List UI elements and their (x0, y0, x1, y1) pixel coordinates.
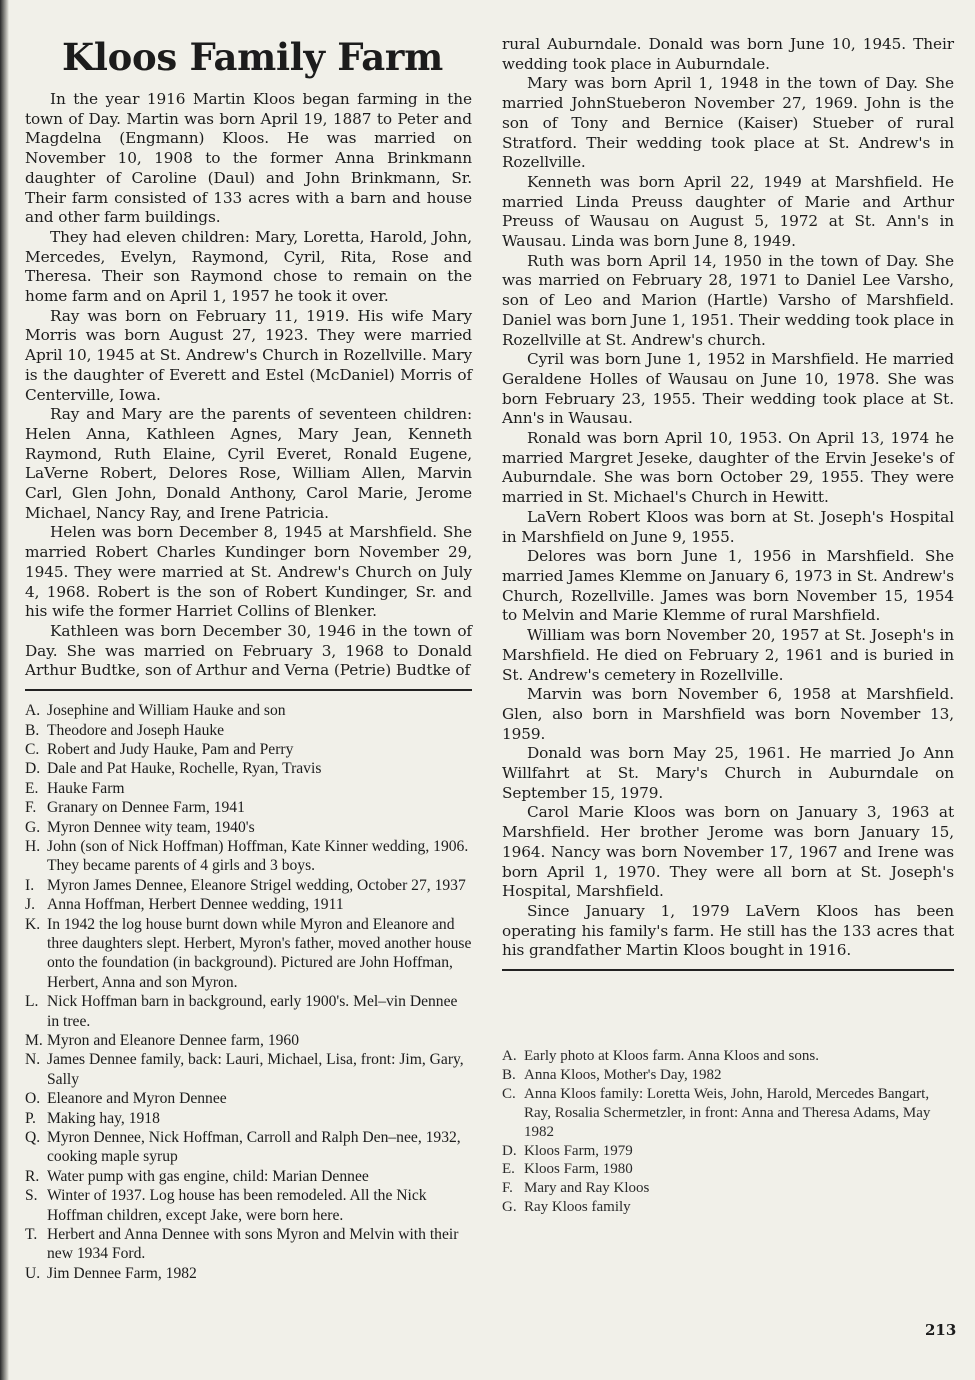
caption-text: Anna Kloos, Mother's Day, 1982 (524, 1066, 722, 1083)
caption-item (502, 1066, 954, 1085)
caption-key: N. (25, 1051, 41, 1069)
caption-text: Anna Hoffman, Herbert Dennee wedding, 1911 (47, 896, 344, 914)
caption-text: Winter of 1937. Log house has been remodeled. All the Nick Hoffman children, except Jake, were born here. (47, 1187, 427, 1224)
caption-text: Granary on Dennee Farm, 1941 (47, 799, 245, 817)
article-title: Kloos Family Farm (62, 35, 443, 79)
article-paragraph: Ray and Mary are the parents of seventeen children: Helen Anna, Kathleen Agnes, Mary Jean, Kenneth Raymond, Ruth Elaine, Cyril Everet, Ronald Eugene, LaVerne Robert, Delores Rose, William Allen, Marvin Carl, Glen John, Donald Anthony, Carol Marie, Jerome Michael, Nancy Ray, and Irene Patricia. (25, 405, 472, 522)
caption-item (25, 1128, 472, 1167)
caption-item (25, 992, 472, 1031)
article-paragraph: Ruth was born April 14, 1950 in the town of Day. She was married on February 28, 1971 to Daniel Lee Varsho, son of Leo and Marion (Hartle) Varsho of Marshfield. Daniel was born June 1, 1951. Their wedding took place in Rozellville at St. Andrew's church. (502, 251, 954, 349)
caption-key: F. (502, 1180, 513, 1197)
photo-caption-list-right (502, 1047, 954, 1217)
page-number: 213 (925, 1321, 957, 1339)
caption-text: Making hay, 1918 (47, 1109, 160, 1127)
article-paragraph: Ray was born on February 11, 1919. His wife Mary Morris was born August 27, 1923. They were married April 10, 1945 at St. Andrew's Church in Rozellville. Mary is the daughter of Everett and Estel (McDaniel) Morris of Centerville, Iowa. (25, 306, 472, 404)
caption-text: Jim Dennee Farm, 1982 (47, 1264, 197, 1282)
caption-key: B. (25, 721, 40, 739)
caption-item (25, 1109, 472, 1128)
caption-key: A. (502, 1048, 517, 1065)
photo-caption-list-left (25, 701, 472, 1283)
caption-key: H. (25, 837, 41, 855)
article-paragraph: They had eleven children: Mary, Loretta, Harold, John, Mercedes, Evelyn, Raymond, Cyril, Rita, Rose and Theresa. Their son Raymond chose to remain on the home farm and on April 1, 1957 he took it over. (25, 227, 472, 306)
caption-text: Myron and Eleanore Dennee farm, 1960 (47, 1032, 300, 1049)
article-body-right (502, 35, 954, 961)
article-body-left (25, 90, 472, 681)
caption-item (25, 876, 472, 895)
caption-item (502, 1160, 954, 1179)
caption-key: O. (25, 1090, 41, 1108)
caption-key: S. (25, 1187, 38, 1205)
caption-item (25, 798, 472, 817)
caption-item (502, 1198, 954, 1217)
caption-text: Nick Hoffman barn in background, early 1900's. Mel–vin Dennee in tree. (47, 993, 458, 1030)
caption-key: U. (25, 1264, 41, 1282)
article-paragraph: Kathleen was born December 30, 1946 in the town of Day. She was married on February 3, 1968 to Donald Arthur Budtke, son of Arthur and Verna (Petrie) Budtke of (25, 621, 472, 680)
caption-item (502, 1047, 954, 1066)
caption-item (502, 1179, 954, 1198)
left-column (25, 34, 472, 1283)
article-paragraph: Kenneth was born April 22, 1949 at Marshfield. He married Linda Preuss daughter of Marie and Arthur Preuss of Wausau on August 5, 1972 at St. Ann's in Wausau. Linda was born June 8, 1949. (502, 172, 954, 251)
caption-text: Robert and Judy Hauke, Pam and Perry (47, 740, 294, 758)
caption-key: T. (25, 1226, 38, 1244)
caption-item (25, 1089, 472, 1108)
caption-key: A. (25, 702, 41, 720)
caption-text: Hauke Farm (47, 779, 125, 797)
caption-item (25, 759, 472, 778)
caption-item (25, 779, 472, 798)
article-paragraph: Since January 1, 1979 LaVern Kloos has been operating his family's farm. He still has the 133 acres that his grandfather Martin Kloos bought in 1916. (502, 901, 954, 960)
caption-text: Kloos Farm, 1979 (524, 1142, 633, 1159)
caption-item (25, 837, 472, 876)
caption-text: Theodore and Joseph Hauke (47, 721, 225, 739)
caption-item (502, 1142, 954, 1161)
caption-key: F. (25, 799, 37, 817)
caption-item (25, 1031, 472, 1050)
article-paragraph: Delores was born June 1, 1956 in Marshfield. She married James Klemme on January 6, 1973 in St. Andrew's Church, Rozellville. James was born November 15, 1954 to Melvin and Marie Klemme of rural Marshfield. (502, 547, 954, 625)
caption-key: G. (25, 818, 41, 836)
caption-item (25, 1167, 472, 1186)
caption-key: B. (502, 1066, 516, 1083)
caption-text: John (son of Nick Hoffman) Hoffman, Kate Kinner wedding, 1906. They became parents of 4 girls and 3 boys. (47, 837, 469, 875)
caption-text: Ray Kloos family (524, 1199, 631, 1216)
article-paragraph: Carol Marie Kloos was born on January 3, 1963 at Marshfield. Her brother Jerome was born January 15, 1964. Nancy was born November 17, 1967 and Irene was born April 1, 1970. They were all born at St. Joseph's Hospital, Marshfield. (502, 803, 954, 901)
caption-text: Myron Dennee, Nick Hoffman, Carroll and Ralph Den–nee, 1932, cooking maple syrup (47, 1129, 461, 1166)
right-column (502, 35, 954, 1217)
article-paragraph: rural Auburndale. Donald was born June 10, 1945. Their wedding took place in Auburndale. (502, 35, 954, 73)
caption-item (25, 1225, 472, 1264)
article-paragraph: Mary was born April 1, 1948 in the town of Day. She married JohnStueberon November 27, 1969. John is the son of Tony and Bernice (Kaiser) Stueber of rural Stratford. Their wedding took place at St. Andrew's in Rozellville. (502, 74, 954, 172)
caption-key: D. (25, 760, 41, 778)
caption-text: Mary and Ray Kloos (524, 1180, 650, 1197)
caption-item (25, 1186, 472, 1225)
caption-key: E. (502, 1161, 515, 1178)
caption-key: M. (25, 1032, 43, 1049)
caption-text: In 1942 the log house burnt down while Myron and Eleanore and three daughters slept. Herbert, Myron's father, moved another house onto the foundation (in background). Pictured are John Hoffman, Herbert, Anna and son Myron. (47, 915, 472, 991)
caption-key: R. (25, 1167, 40, 1185)
caption-key: J. (25, 896, 35, 914)
article-paragraph: Cyril was born June 1, 1952 in Marshfield. He married Geraldene Holles of Wausau on June 10, 1978. She was born February 23, 1955. Their wedding took place at St. Ann's in Wausau. (502, 350, 954, 428)
article-paragraph: Donald was born May 25, 1961. He married Jo Ann Willfahrt at St. Mary's Church in Auburndale on September 15, 1979. (502, 744, 954, 802)
article-paragraph: Helen was born December 8, 1945 at Marshfield. She married Robert Charles Kundinger born November 29, 1945. They were married at St. Andrew's Church on July 4, 1968. Robert is the son of Robert Kundinger, Sr. and his wife the former Harriet Collins of Blenker. (25, 523, 472, 621)
caption-text: Herbert and Anna Dennee with sons Myron and Melvin with their new 1934 Ford. (47, 1226, 459, 1263)
caption-key: I. (25, 876, 35, 894)
caption-text: Early photo at Kloos farm. Anna Kloos and sons. (524, 1048, 819, 1065)
caption-text: Myron Dennee wity team, 1940's (47, 818, 255, 836)
caption-key: G. (502, 1199, 517, 1216)
caption-text: Myron James Dennee, Eleanore Strigel wedding, October 27, 1937 (47, 876, 466, 894)
caption-key: D. (502, 1142, 517, 1159)
article-paragraph: Ronald was born April 10, 1953. On April 13, 1974 he married Margret Jeseke, daughter of the Ervin Jeseke's of Auburndale. She was born October 29, 1955. They were married in St. Michael's Church in Hewitt. (502, 429, 954, 507)
caption-text: Kloos Farm, 1980 (524, 1161, 633, 1178)
caption-key: C. (25, 740, 40, 758)
caption-item (25, 1050, 472, 1089)
article-paragraph: LaVern Robert Kloos was born at St. Joseph's Hospital in Marshfield on June 9, 1955. (502, 507, 954, 546)
section-divider (25, 689, 472, 691)
caption-key: K. (25, 915, 41, 933)
article-paragraph: In the year 1916 Martin Kloos began farming in the town of Day. Martin was born April 19, 1887 to Peter and Magdelna (Engmann) Kloos. He was married on November 10, 1908 to the former Anna Brinkmann daughter of Caroline (Daul) and John Brinkmann, Sr. Their farm consisted of 133 acres with a barn and house and other farm buildings. (25, 90, 472, 227)
caption-item (25, 721, 472, 740)
caption-item (25, 1264, 472, 1283)
caption-key: C. (502, 1085, 516, 1102)
caption-key: Q. (25, 1129, 41, 1147)
article-paragraph: Marvin was born November 6, 1958 at Marshfield. Glen, also born in Marshfield was born November 13, 1959. (502, 685, 954, 743)
caption-item (25, 915, 472, 993)
caption-key: E. (25, 779, 39, 797)
caption-item (25, 818, 472, 837)
page-binding-edge (0, 0, 9, 1380)
caption-item (25, 740, 472, 759)
caption-text: Dale and Pat Hauke, Rochelle, Ryan, Travis (47, 760, 322, 778)
caption-key: L. (25, 993, 39, 1011)
caption-item (502, 1085, 954, 1142)
caption-text: Eleanore and Myron Dennee (47, 1090, 227, 1108)
caption-item (25, 701, 472, 720)
caption-text: Water pump with gas engine, child: Marian Dennee (47, 1167, 369, 1185)
caption-item (25, 895, 472, 914)
section-divider (502, 969, 954, 971)
article-paragraph: William was born November 20, 1957 at St. Joseph's in Marshfield. He died on February 2, 1961 and is buried in St. Andrew's cemetery in Rozellville. (502, 626, 954, 684)
caption-text: Josephine and William Hauke and son (47, 702, 286, 720)
caption-text: Anna Kloos family: Loretta Weis, John, Harold, Mercedes Bangart, Ray, Rosalia Schermetzler, in front: Anna and Theresa Adams, May 1982 (524, 1085, 931, 1140)
caption-text: James Dennee family, back: Lauri, Michael, Lisa, front: Jim, Gary, Sally (47, 1051, 464, 1088)
caption-key: P. (25, 1109, 36, 1127)
